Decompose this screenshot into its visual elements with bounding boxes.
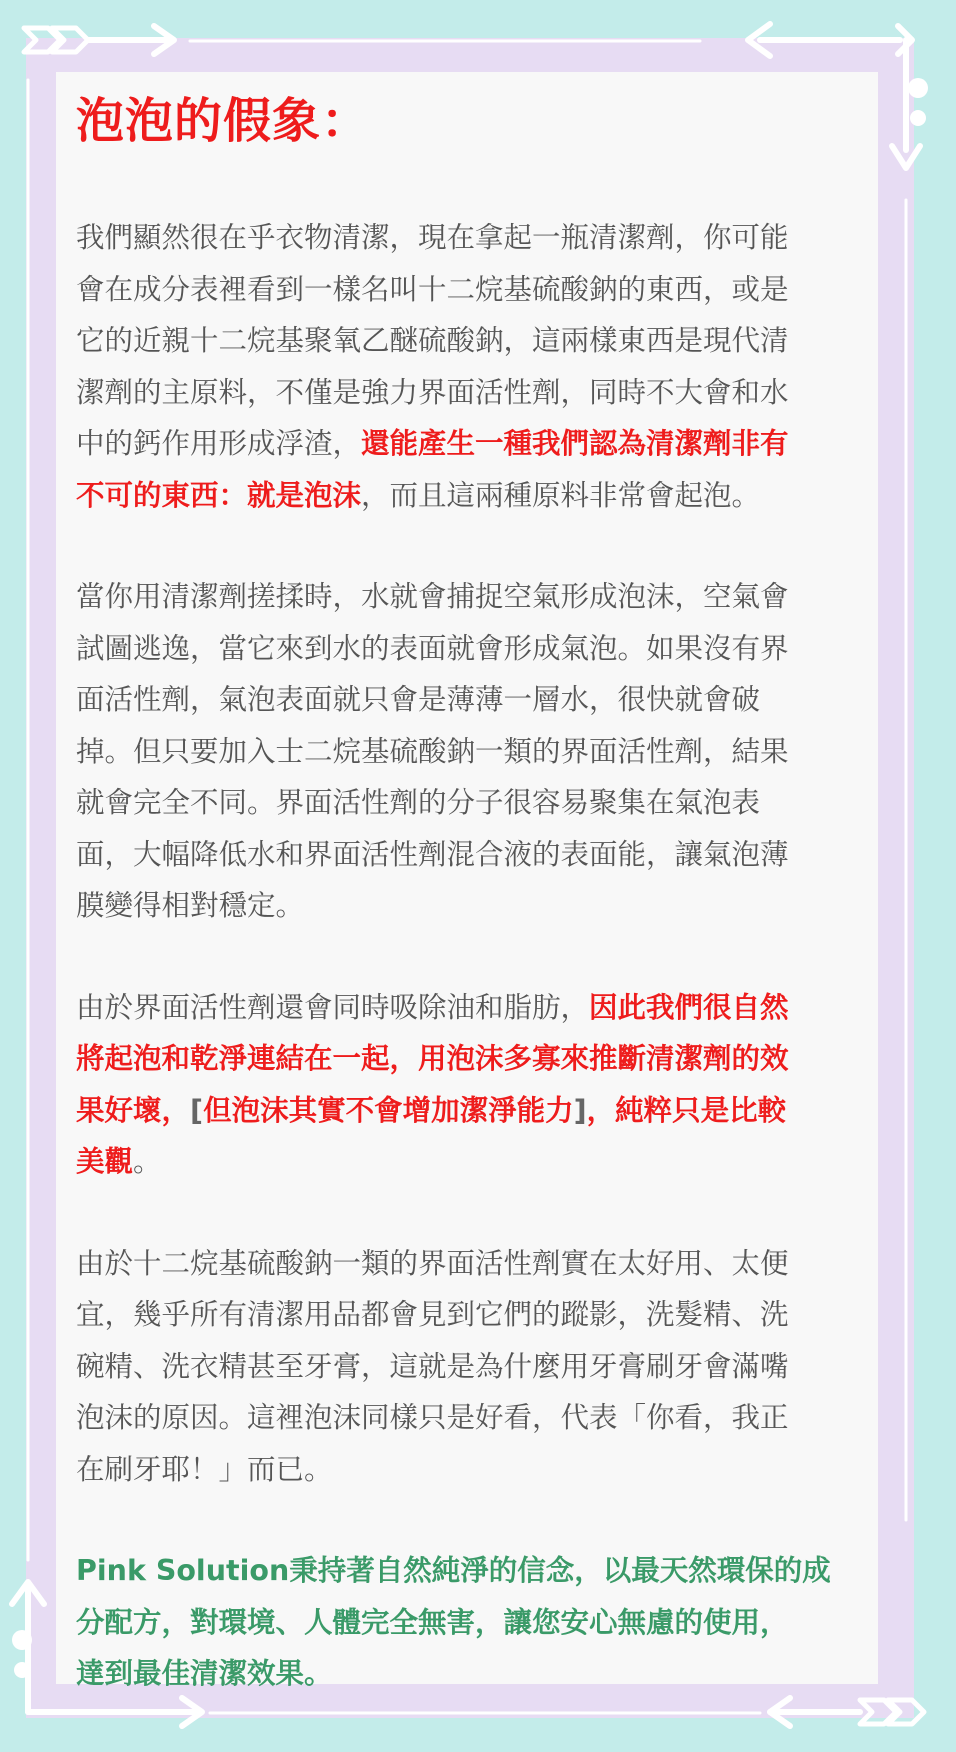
- text-line: 我們顯然很在乎衣物清潔，現在拿起一瓶清潔劑，你可能: [76, 221, 789, 254]
- text-line: Pink Solution秉持著自然純淨的信念，以最天然環保的成: [76, 1554, 831, 1587]
- text-line: 面活性劑，氣泡表面就只會是薄薄一層水，很快就會破: [76, 683, 761, 716]
- text-line: 宜，幾乎所有清潔用品都會見到它們的蹤影，洗髮精、洗: [76, 1298, 789, 1331]
- highlight-text: 因此我們很自然: [589, 990, 789, 1024]
- highlight-text: ，: [389, 1042, 419, 1075]
- text-line: 掉。但只要加入士二烷基硫酸鈉一類的界面活性劑，結果: [76, 734, 789, 768]
- text-line: 分配方，對環境、人體完全無害，讓您安心無慮的使用，: [76, 1605, 789, 1639]
- text-line: 由於十二烷基硫酸鈉一類的界面活性劑實在太好用、太便: [76, 1246, 789, 1280]
- text-line: [76, 1033, 926, 1085]
- text-line: [76, 982, 926, 1034]
- text-line: 面，大幅降低水和界面活性劑混合液的表面能，讓氣泡薄: [76, 837, 789, 871]
- text-line: 膜變得相對穩定。: [76, 889, 305, 922]
- text-line: 當你用清潔劑搓揉時，水就會捕捉空氣形成泡沫，空氣會: [76, 580, 789, 613]
- highlight-text: ，: [586, 1093, 616, 1127]
- text-segment: ，而且這兩種原料非常會起泡。: [361, 478, 761, 512]
- text-segment: 。: [133, 1145, 162, 1178]
- article-content: [76, 82, 926, 1700]
- bracket-text: [: [190, 1093, 204, 1127]
- brand-paragraph: [76, 1545, 926, 1700]
- text-segment: 由於界面活性劑還會同時吸除油和脂肪，: [76, 990, 590, 1024]
- text-line: 碗精、洗衣精甚至牙膏，這就是為什麼用牙膏刷牙會滿嘴: [76, 1349, 789, 1383]
- text-line: [76, 1136, 926, 1188]
- text-line: [76, 418, 926, 470]
- paragraph-3: [76, 982, 926, 1188]
- text-line: [76, 1085, 926, 1137]
- paragraph-4: [76, 1238, 926, 1496]
- text-line: 它的近親十二烷基聚氧乙醚硫酸鈉，這兩樣東西是現代清: [76, 324, 789, 357]
- highlight-text: 用泡沫多寡來推斷清潔劑的效: [418, 1042, 789, 1075]
- highlight-text: 不可的東西：就是泡沫: [76, 478, 362, 512]
- highlight-text: ，: [161, 1093, 191, 1127]
- paragraph-2: [76, 571, 926, 932]
- highlight-text: 美觀: [76, 1145, 134, 1178]
- article-card: [56, 72, 878, 1690]
- text-line: 在刷牙耶！」而已。: [76, 1452, 333, 1486]
- bracket-text: ]: [573, 1093, 587, 1127]
- text-line: [76, 470, 926, 522]
- text-line: 潔劑的主原料，不僅是強力界面活性劑，同時不大會和水: [76, 375, 789, 409]
- highlight-text: 還能產生一種我們認為清潔劑非有: [361, 427, 789, 460]
- text-line: 達到最佳清潔效果。: [76, 1657, 333, 1690]
- text-line: 泡沫的原因。這裡泡沫同樣只是好看，代表「你看，我正: [76, 1401, 789, 1434]
- highlight-text: 但泡沫其實不會增加潔淨能力: [203, 1093, 574, 1127]
- highlight-text: 將起泡和乾淨連結在一起: [76, 1042, 390, 1075]
- text-segment: 中的鈣作用形成浮渣，: [76, 427, 362, 460]
- paragraph-1: [76, 212, 926, 521]
- highlight-text: 純粹只是比較: [615, 1093, 787, 1127]
- text-line: 就會完全不同。界面活性劑的分子很容易聚集在氣泡表: [76, 786, 761, 819]
- text-line: 會在成分表裡看到一樣名叫十二烷基硫酸鈉的東西，或是: [76, 272, 789, 306]
- text-line: 試圖逃逸，當它來到水的表面就會形成氣泡。如果沒有界: [76, 631, 789, 665]
- highlight-text: 果好壞: [76, 1093, 162, 1127]
- page-title: 泡泡的假象：: [76, 93, 371, 149]
